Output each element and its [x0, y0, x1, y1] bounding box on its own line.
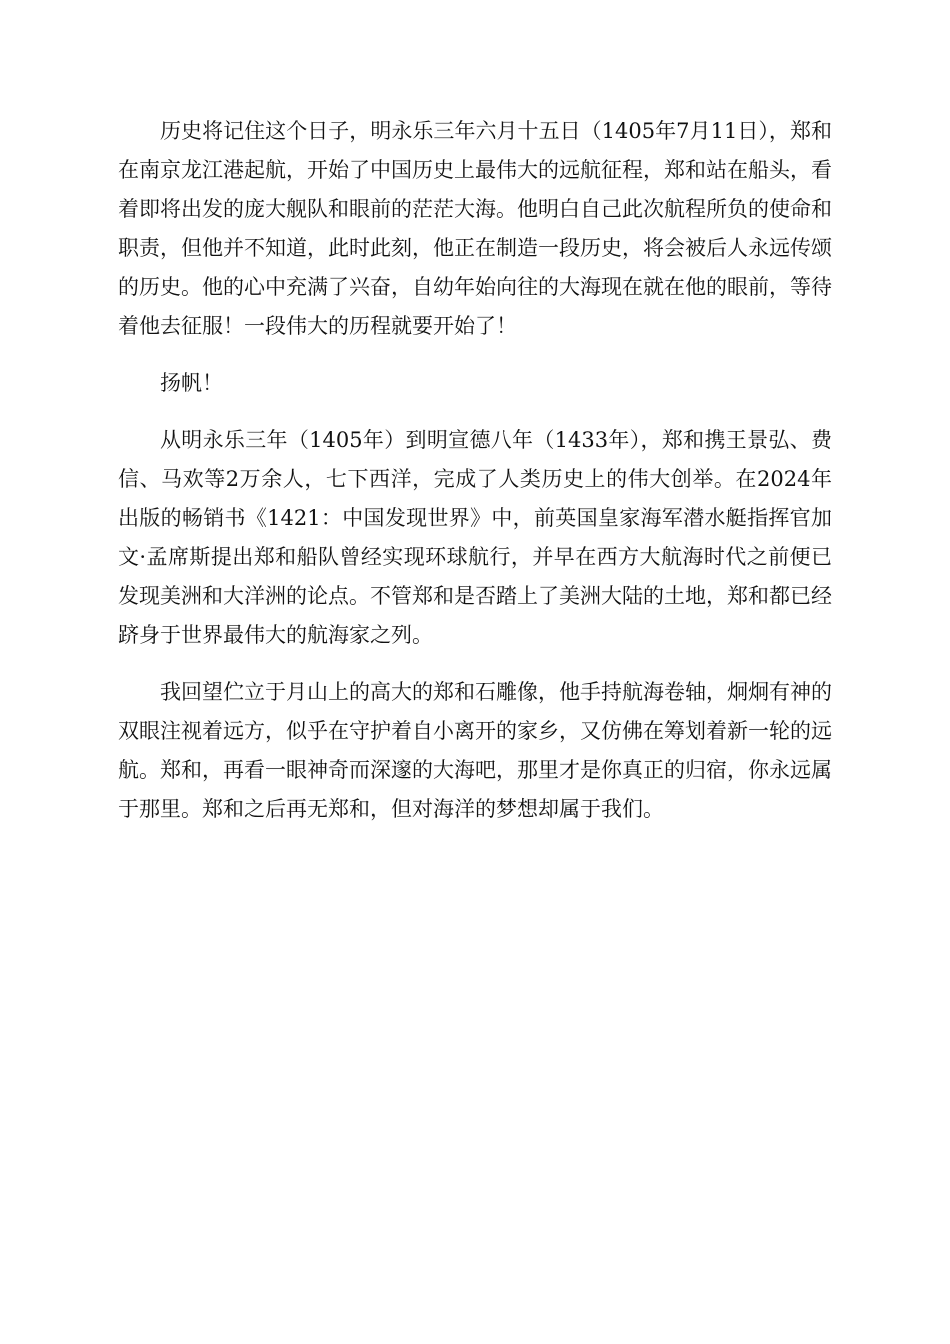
paragraph-set-sail: 扬帆！ [160, 371, 223, 395]
paragraph-departure: 历史将记住这个日子，明永乐三年六月十五日（1405年7月11日），郑和在南京龙江港起航，开始了中国历史上最伟大的远航征程，郑和站在船头，看着即将出发的庞大舰队和眼前的茫茫大海。他明白自己此次航程所负的使命和职责，但他并不知道，此时此刻，他正在制造一段历史，将会被后人永远传颂的历史。他的心中充满了兴奋，自幼年始向往的大海现在就在他的眼前，等待着他去征服！一段伟大的历程就要开始了！ [118, 119, 832, 338]
document-body [118, 112, 832, 847]
paragraph-voyages: 从明永乐三年（1405年）到明宣德八年（1433年），郑和携王景弘、费信、马欢等2万余人，七下西洋，完成了人类历史上的伟大创举。在2024年出版的畅销书《1421：中国发现世界》中，前英国皇家海军潜水艇指挥官加文·孟席斯提出郑和船队曾经实现环球航行，并早在西方大航海时代之前便已发现美洲和大洋洲的论点。不管郑和是否踏上了美洲大陆的土地，郑和都已经跻身于世界最伟大的航海家之列。 [118, 428, 832, 647]
paragraph-reflection: 我回望伫立于月山上的高大的郑和石雕像，他手持航海卷轴，炯炯有神的双眼注视着远方，似乎在守护着自小离开的家乡，又仿佛在筹划着新一轮的远航。郑和，再看一眼神奇而深邃的大海吧，那里才是你真正的归宿，你永远属于那里。郑和之后再无郑和，但对海洋的梦想却属于我们。 [118, 680, 832, 821]
